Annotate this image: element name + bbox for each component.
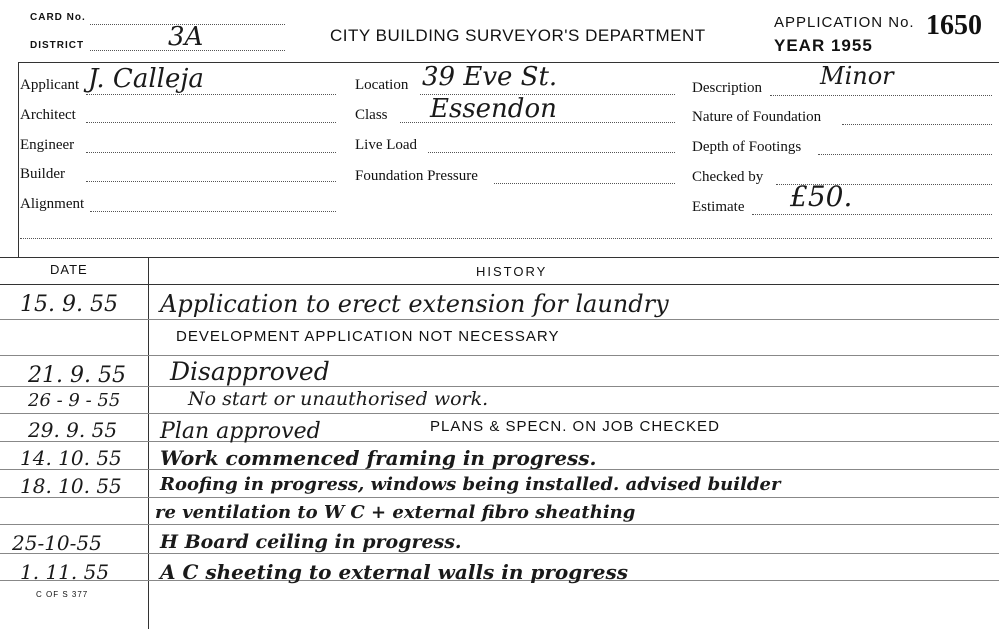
history-row-text: A C sheeting to external walls in progress (160, 560, 629, 584)
history-row-text: Disapproved (170, 357, 330, 386)
class-label: Class (355, 107, 388, 123)
history-row-date: 15. 9. 55 (20, 292, 118, 317)
description-line (770, 95, 992, 96)
estimate-label: Estimate (692, 199, 745, 215)
fields-bottom-rule (0, 257, 999, 258)
builder-label: Builder (20, 166, 65, 182)
live-load-line (428, 152, 675, 153)
history-rule (0, 319, 999, 320)
history-rule (0, 386, 999, 387)
history-row-date: 14. 10. 55 (20, 446, 122, 470)
nature-of-foundation-line (842, 124, 992, 125)
architect-line (86, 122, 336, 123)
nature-of-foundation-label: Nature of Foundation (692, 109, 822, 125)
fields-extra-line (20, 238, 992, 239)
history-rule (0, 441, 999, 442)
form-code: C OF S 377 (36, 590, 89, 599)
card-no-label: CARD No. (30, 12, 86, 23)
history-row-text: Roofing in progress, windows being installed. advised builder (160, 474, 781, 495)
estimate-value: £50. (790, 180, 853, 213)
district-label: DISTRICT (30, 40, 85, 51)
application-no-label: APPLICATION No. (774, 14, 915, 31)
history-row-date: 25-10-55 (12, 531, 102, 555)
alignment-line (90, 211, 336, 212)
history-row-date: 18. 10. 55 (20, 474, 122, 498)
engineer-line (86, 152, 336, 153)
history-header: HISTORY (476, 264, 548, 279)
date-header: DATE (50, 262, 88, 277)
year-label: YEAR 1955 (774, 36, 873, 55)
estimate-line (752, 214, 992, 215)
history-row-text: H Board ceiling in progress. (160, 531, 462, 553)
checked-by-label: Checked by (692, 169, 764, 185)
history-row-date: 21. 9. 55 (28, 363, 126, 388)
history-row-text: Work commenced framing in progress. (160, 446, 597, 470)
live-load-label: Live Load (355, 137, 418, 153)
history-header-rule (0, 284, 999, 285)
description-value: Minor (820, 62, 894, 90)
district-value: 3A (168, 22, 204, 52)
history-rule (0, 413, 999, 414)
history-row-text: Application to erect extension for laundry (160, 290, 669, 318)
location-label: Location (355, 77, 409, 93)
history-row-stamp: DEVELOPMENT APPLICATION NOT NECESSARY (176, 328, 560, 345)
location-value: 39 Eve St. (422, 62, 558, 92)
architect-label: Architect (20, 107, 76, 123)
history-rule (0, 524, 999, 525)
applicant-label: Applicant (20, 77, 80, 93)
applicant-line (86, 94, 336, 95)
description-label: Description (692, 80, 762, 96)
history-row-text: re ventilation to W C + external fibro sheathing (155, 502, 636, 523)
alignment-label: Alignment (20, 196, 85, 212)
fields-left-rule (18, 62, 19, 257)
history-rule (0, 553, 999, 554)
history-row-date: 29. 9. 55 (28, 418, 118, 442)
history-row-stamp: PLANS & SPECN. ON JOB CHECKED (430, 418, 720, 435)
depth-of-footings-label: Depth of Footings (692, 139, 802, 155)
application-no-value: 1650 (926, 10, 982, 41)
engineer-label: Engineer (20, 137, 75, 153)
history-rule (0, 497, 999, 498)
foundation-pressure-label: Foundation Pressure (355, 168, 478, 184)
history-row-date: 26 - 9 - 55 (28, 390, 121, 411)
foundation-pressure-line (494, 183, 675, 184)
builder-line (86, 181, 336, 182)
depth-of-footings-line (818, 154, 992, 155)
applicant-value: J. Calleja (88, 64, 204, 94)
class-value: Essendon (430, 94, 557, 124)
date-column-divider (148, 257, 149, 629)
history-rule (0, 355, 999, 356)
history-row-text: Plan approved (160, 419, 321, 444)
history-row-date: 1. 11. 55 (20, 560, 110, 584)
department-title: CITY BUILDING SURVEYOR'S DEPARTMENT (330, 26, 706, 45)
history-row-text: No start or unauthorised work. (188, 388, 489, 410)
